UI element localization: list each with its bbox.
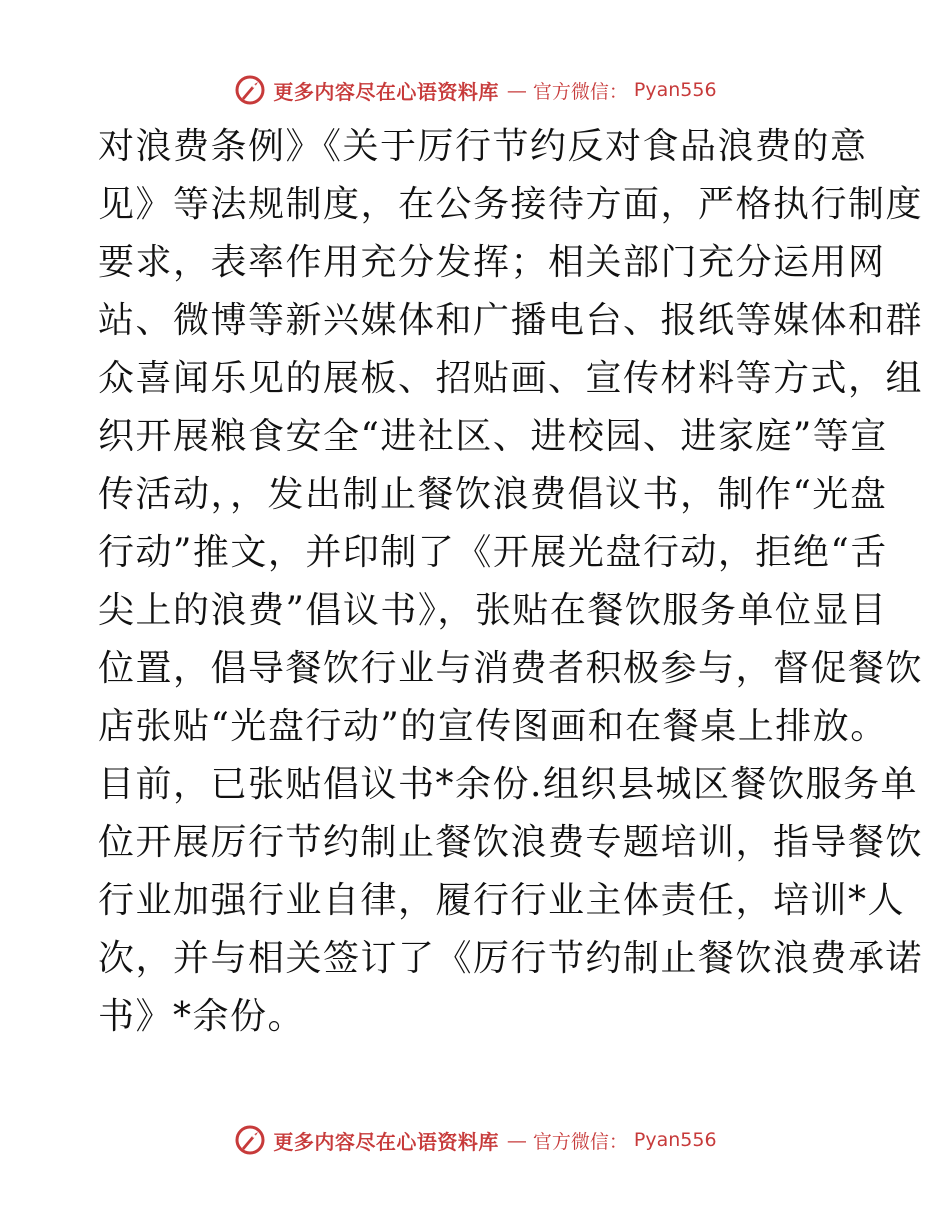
- banner-main-text: 更多内容尽在心语资料库: [273, 79, 499, 104]
- banner-main-text: 更多内容尽在心语资料库: [273, 1129, 499, 1154]
- body-line: 对浪费条例》《关于厉行节约反对食品浪费的意: [98, 126, 868, 167]
- body-line: 书》*余份。: [98, 996, 306, 1037]
- body-line: 位开展厉行节约制止餐饮浪费专题培训，指导餐饮: [98, 822, 924, 863]
- body-line: 织开展粮食安全“进社区、进校园、进家庭”等宣: [98, 416, 888, 457]
- banner-wechat-id: Pyan556: [633, 1129, 717, 1151]
- banner-wechat-label: 官方微信：: [532, 80, 628, 103]
- body-line: 目前，已张贴倡议书*余份.组织县城区餐饮服务单: [98, 764, 918, 805]
- body-line: 店张贴“光盘行动”的宣传图画和在餐桌上排放。: [98, 706, 888, 747]
- body-line: 尖上的浪费”倡议书》，张贴在餐饮服务单位显目: [98, 590, 888, 631]
- pen-nib-logo-icon: [233, 73, 267, 107]
- banner-dash: —: [506, 1128, 525, 1152]
- banner-wechat-label: 官方微信：: [532, 1130, 628, 1153]
- footer-banner: [0, 1120, 950, 1160]
- banner-wechat-id: Pyan556: [633, 79, 717, 101]
- body-line: 行动”推文，并印制了《开展光盘行动，拒绝“舌: [98, 532, 888, 573]
- pen-nib-logo-icon: [233, 1123, 267, 1157]
- body-line: 行业加强行业自律，履行行业主体责任，培训*人: [98, 880, 906, 921]
- body-line: 传活动，，发出制止餐饮浪费倡议书，制作“光盘: [98, 474, 888, 515]
- document-body: [98, 118, 924, 1046]
- body-line: 见》等法规制度，在公务接待方面，严格执行制度: [98, 184, 924, 225]
- body-line: 要求，表率作用充分发挥；相关部门充分运用网: [98, 242, 886, 283]
- header-banner: [0, 70, 950, 110]
- body-line: 位置，倡导餐饮行业与消费者积极参与，督促餐饮: [98, 648, 924, 689]
- body-line: 众喜闻乐见的展板、招贴画、宣传材料等方式，组: [98, 358, 924, 399]
- body-line: 次，并与相关签订了《厉行节约制止餐饮浪费承诺: [98, 938, 924, 979]
- banner-dash: —: [506, 78, 525, 102]
- body-line: 站、微博等新兴媒体和广播电台、报纸等媒体和群: [98, 300, 924, 341]
